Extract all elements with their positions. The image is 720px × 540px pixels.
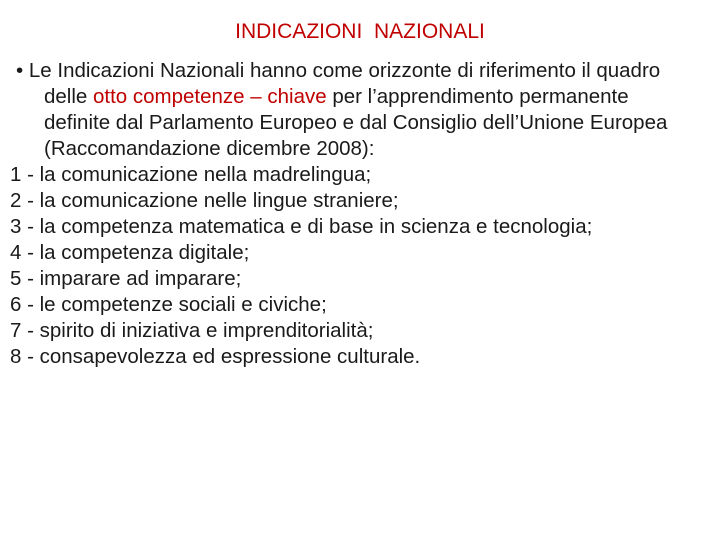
- list-item: 1 - la comunicazione nella madrelingua;: [10, 163, 372, 186]
- list-item: 5 - imparare ad imparare;: [10, 267, 242, 290]
- list-item: 4 - la competenza digitale;: [10, 241, 250, 264]
- intro-text-after: per l’apprendimento permanente definite dal Parlamento Europeo e dal Consiglio dell’Unione Europea (Raccomandazione dicembre 2008):: [44, 85, 668, 160]
- intro-text-before: Le Indicazioni Nazionali hanno come orizzonte di riferimento il quadro delle: [23, 59, 661, 108]
- list-item: 7 - spirito di iniziativa e imprenditorialità;: [10, 319, 374, 342]
- list-item: 8 - consapevolezza ed espressione culturale.: [10, 345, 421, 368]
- slide-body: [10, 58, 700, 370]
- bullet-icon: •: [16, 59, 24, 82]
- list-item: 6 - le competenze sociali e civiche;: [10, 293, 327, 316]
- intro-paragraph: [10, 58, 700, 162]
- intro-highlight: otto competenze – chiave: [93, 85, 327, 108]
- slide-title: INDICAZIONI NAZIONALI: [235, 20, 485, 43]
- list-item: 2 - la comunicazione nelle lingue straniere;: [10, 189, 399, 212]
- list-item: 3 - la competenza matematica e di base in scienza e tecnologia;: [10, 215, 593, 238]
